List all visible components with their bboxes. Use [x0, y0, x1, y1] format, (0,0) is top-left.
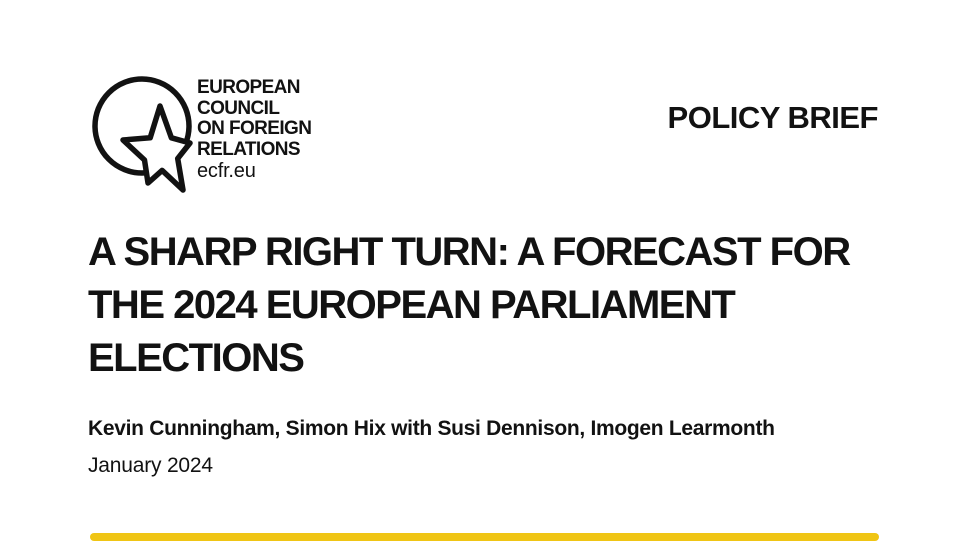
ecfr-logo — [88, 63, 328, 208]
accent-rule — [90, 533, 879, 541]
title-line: A SHARP RIGHT TURN: A FORECAST FOR — [88, 230, 850, 274]
publication-date: January 2024 — [88, 454, 213, 477]
ecfr-wordmark — [197, 78, 337, 182]
wordmark-line: ON FOREIGN — [197, 118, 312, 139]
wordmark-line: EUROPEAN — [197, 77, 300, 98]
title-line: THE 2024 EUROPEAN PARLIAMENT — [88, 283, 735, 327]
doc-type-label: POLICY BRIEF — [667, 100, 878, 135]
wordmark-line: RELATIONS — [197, 138, 300, 160]
title-line: ELECTIONS — [88, 336, 304, 380]
page-title — [88, 226, 868, 385]
ecfr-domain-text: ecfr.eu — [197, 160, 256, 182]
wordmark-line: COUNCIL — [197, 97, 280, 119]
authors-line: Kevin Cunningham, Simon Hix with Susi Dennison, Imogen Learmonth — [88, 417, 775, 440]
